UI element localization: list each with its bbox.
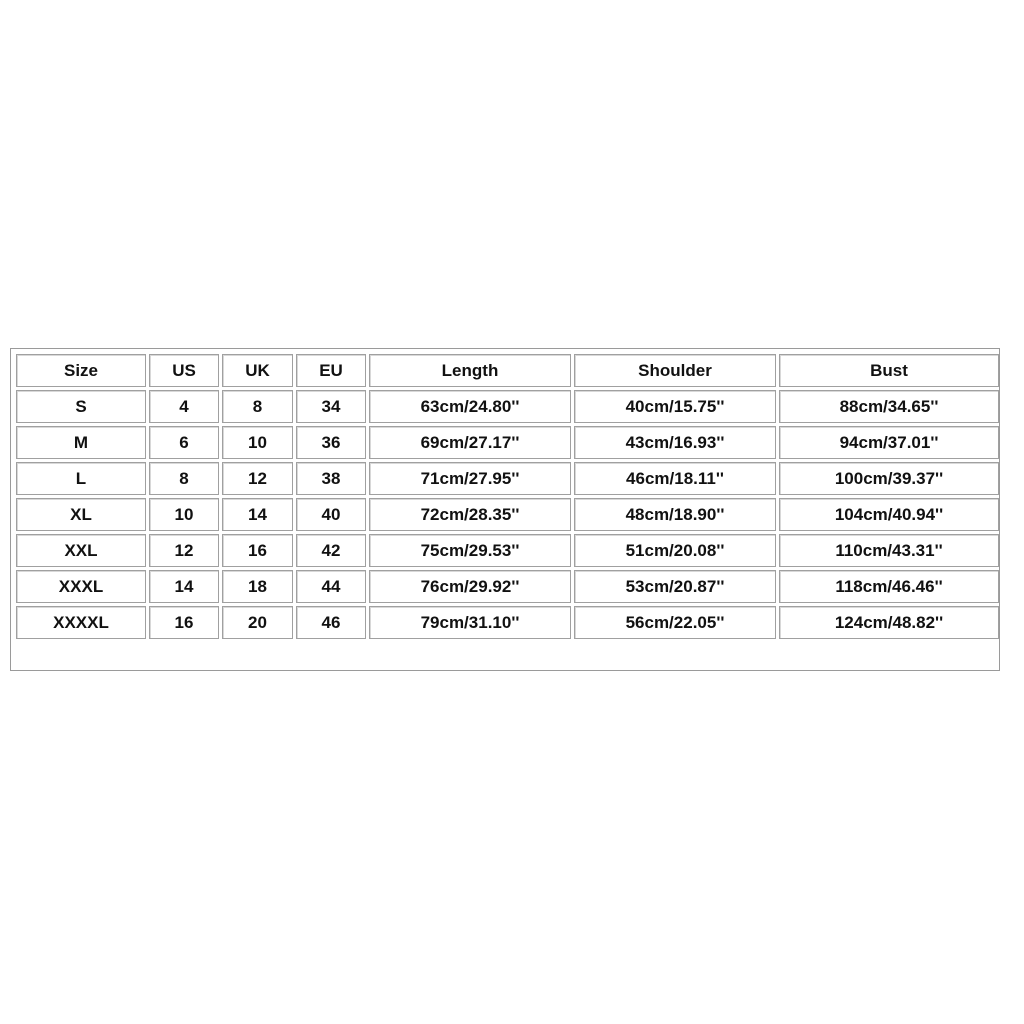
cell-size: XL [16, 498, 146, 531]
cell-shoulder: 56cm/22.05'' [574, 606, 776, 639]
cell-length: 63cm/24.80'' [369, 390, 571, 423]
cell-shoulder: 40cm/15.75'' [574, 390, 776, 423]
header-size: Size [16, 354, 146, 387]
cell-uk: 20 [222, 606, 293, 639]
header-bust: Bust [779, 354, 999, 387]
header-row [16, 354, 999, 387]
cell-shoulder: 48cm/18.90'' [574, 498, 776, 531]
cell-us: 16 [149, 606, 219, 639]
cell-bust: 104cm/40.94'' [779, 498, 999, 531]
cell-shoulder: 46cm/18.11'' [574, 462, 776, 495]
table-row [16, 390, 999, 423]
cell-uk: 12 [222, 462, 293, 495]
table-row [16, 426, 999, 459]
cell-bust: 124cm/48.82'' [779, 606, 999, 639]
cell-length: 79cm/31.10'' [369, 606, 571, 639]
cell-uk: 18 [222, 570, 293, 603]
cell-size: M [16, 426, 146, 459]
header-eu: EU [296, 354, 366, 387]
cell-shoulder: 43cm/16.93'' [574, 426, 776, 459]
cell-bust: 110cm/43.31'' [779, 534, 999, 567]
cell-eu: 34 [296, 390, 366, 423]
cell-bust: 100cm/39.37'' [779, 462, 999, 495]
cell-bust: 88cm/34.65'' [779, 390, 999, 423]
header-shoulder: Shoulder [574, 354, 776, 387]
size-chart-table [13, 351, 1002, 642]
cell-size: L [16, 462, 146, 495]
cell-size: XXXL [16, 570, 146, 603]
header-uk: UK [222, 354, 293, 387]
table-row [16, 606, 999, 639]
cell-us: 6 [149, 426, 219, 459]
table-row [16, 498, 999, 531]
cell-bust: 118cm/46.46'' [779, 570, 999, 603]
cell-us: 14 [149, 570, 219, 603]
cell-size: S [16, 390, 146, 423]
cell-length: 71cm/27.95'' [369, 462, 571, 495]
header-us: US [149, 354, 219, 387]
table-row [16, 462, 999, 495]
cell-length: 75cm/29.53'' [369, 534, 571, 567]
cell-shoulder: 53cm/20.87'' [574, 570, 776, 603]
cell-uk: 16 [222, 534, 293, 567]
size-chart-frame [10, 348, 1000, 671]
cell-eu: 42 [296, 534, 366, 567]
header-length: Length [369, 354, 571, 387]
cell-us: 10 [149, 498, 219, 531]
cell-eu: 38 [296, 462, 366, 495]
cell-us: 4 [149, 390, 219, 423]
cell-eu: 44 [296, 570, 366, 603]
cell-length: 69cm/27.17'' [369, 426, 571, 459]
cell-uk: 14 [222, 498, 293, 531]
cell-shoulder: 51cm/20.08'' [574, 534, 776, 567]
cell-eu: 46 [296, 606, 366, 639]
cell-bust: 94cm/37.01'' [779, 426, 999, 459]
cell-size: XXXXL [16, 606, 146, 639]
cell-length: 76cm/29.92'' [369, 570, 571, 603]
cell-uk: 8 [222, 390, 293, 423]
cell-eu: 36 [296, 426, 366, 459]
cell-us: 8 [149, 462, 219, 495]
cell-eu: 40 [296, 498, 366, 531]
cell-uk: 10 [222, 426, 293, 459]
cell-length: 72cm/28.35'' [369, 498, 571, 531]
cell-size: XXL [16, 534, 146, 567]
table-row [16, 570, 999, 603]
cell-us: 12 [149, 534, 219, 567]
table-row [16, 534, 999, 567]
